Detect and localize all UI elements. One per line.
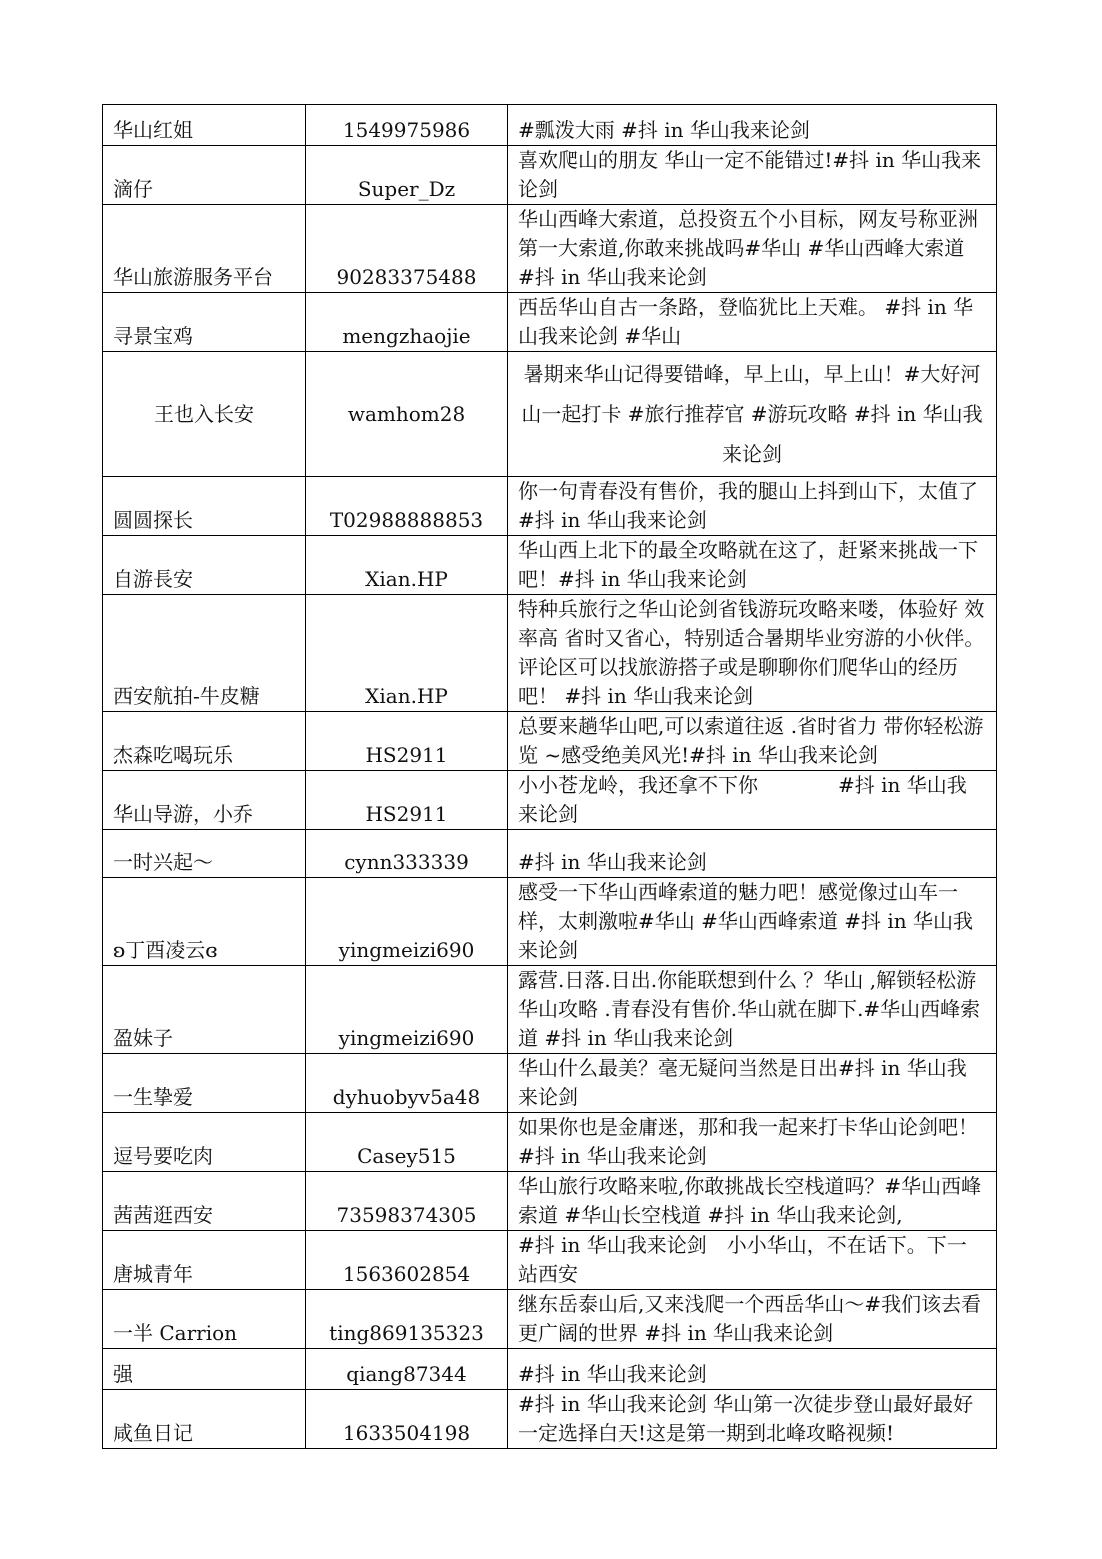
table-row xyxy=(103,477,997,536)
author-name-cell: 一生挚爱 xyxy=(103,1054,306,1113)
table-row xyxy=(103,1113,997,1172)
video-caption-cell: #抖 in 华山我来论剑 华山第一次徒步登山最好最好一定选择白天!这是第一期到北峰攻略视频! xyxy=(508,1390,997,1449)
table-row xyxy=(103,966,997,1054)
table-row xyxy=(103,595,997,712)
video-caption-cell: 华山什么最美？毫无疑问当然是日出#抖 in 华山我来论剑 xyxy=(508,1054,997,1113)
account-id-cell: 1563602854 xyxy=(306,1231,508,1290)
account-id-cell: HS2911 xyxy=(306,771,508,830)
author-name-cell: ʚ丁酉凌云ɞ xyxy=(103,878,306,966)
account-id-cell: Super_Dz xyxy=(306,146,508,205)
table-row xyxy=(103,1290,997,1349)
account-id-cell: T02988888853 xyxy=(306,477,508,536)
author-name-cell: 唐城青年 xyxy=(103,1231,306,1290)
video-caption-cell: 总要来趟华山吧,可以索道往返 .省时省力 带你轻松游览 ~感受绝美风光!#抖 in 华山我来论剑 xyxy=(508,712,997,771)
account-id-cell: cynn333339 xyxy=(306,830,508,878)
account-id-cell: mengzhaojie xyxy=(306,293,508,352)
table-row xyxy=(103,712,997,771)
video-caption-cell: #抖 in 华山我来论剑 xyxy=(508,830,997,878)
video-list-table xyxy=(102,104,997,1449)
table-row xyxy=(103,1231,997,1290)
author-name-cell: 一半 Carrion xyxy=(103,1290,306,1349)
video-caption-cell: 华山西上北下的最全攻略就在这了，赶紧来挑战一下吧！#抖 in 华山我来论剑 xyxy=(508,536,997,595)
video-caption-cell: #瓢泼大雨 #抖 in 华山我来论剑 xyxy=(508,105,997,146)
table-row xyxy=(103,293,997,352)
table-row xyxy=(103,1054,997,1113)
account-id-cell: HS2911 xyxy=(306,712,508,771)
video-caption-cell: #抖 in 华山我来论剑 xyxy=(508,1349,997,1390)
table-row xyxy=(103,105,997,146)
author-name-cell: 逗号要吃肉 xyxy=(103,1113,306,1172)
video-caption-cell: 喜欢爬山的朋友 华山一定不能错过!#抖 in 华山我来论剑 xyxy=(508,146,997,205)
video-caption-cell: 华山旅行攻略来啦,你敢挑战长空栈道吗？#华山西峰索道 #华山长空栈道 #抖 in 华山我来论剑, xyxy=(508,1172,997,1231)
video-caption-cell: 小小苍龙岭，我还拿不下你 #抖 in 华山我来论剑 xyxy=(508,771,997,830)
author-name-cell: 寻景宝鸡 xyxy=(103,293,306,352)
account-id-cell: wamhom28 xyxy=(306,352,508,477)
video-caption-cell: 继东岳泰山后,又来浅爬一个西岳华山～#我们该去看更广阔的世界 #抖 in 华山我来论剑 xyxy=(508,1290,997,1349)
author-name-cell: 华山导游，小乔 xyxy=(103,771,306,830)
author-name-cell: 华山旅游服务平台 xyxy=(103,205,306,293)
account-id-cell: Casey515 xyxy=(306,1113,508,1172)
video-caption-cell: 感受一下华山西峰索道的魅力吧！感觉像过山车一样，太刺激啦#华山 #华山西峰索道 #抖 in 华山我来论剑 xyxy=(508,878,997,966)
author-name-cell: 王也入长安 xyxy=(103,352,306,477)
account-id-cell: yingmeizi690 xyxy=(306,966,508,1054)
table-row xyxy=(103,205,997,293)
author-name-cell: 一时兴起～ xyxy=(103,830,306,878)
author-name-cell: 强 xyxy=(103,1349,306,1390)
video-caption-cell: 你一句青春没有售价，我的腿山上抖到山下，太值了#抖 in 华山我来论剑 xyxy=(508,477,997,536)
table-row xyxy=(103,146,997,205)
video-caption-cell: 华山西峰大索道，总投资五个小目标，网友号称亚洲第一大索道,你敢来挑战吗#华山 #华山西峰大索道 #抖 in 华山我来论剑 xyxy=(508,205,997,293)
video-caption-cell: 如果你也是金庸迷，那和我一起来打卡华山论剑吧！#抖 in 华山我来论剑 xyxy=(508,1113,997,1172)
author-name-cell: 咸鱼日记 xyxy=(103,1390,306,1449)
author-name-cell: 茜茜逛西安 xyxy=(103,1172,306,1231)
account-id-cell: 1633504198 xyxy=(306,1390,508,1449)
video-caption-cell: 露营.日落.日出.你能联想到什么 ？华山 ,解锁轻松游华山攻略 .青春没有售价.华山就在脚下.#华山西峰索道 #抖 in 华山我来论剑 xyxy=(508,966,997,1054)
author-name-cell: 滴仔 xyxy=(103,146,306,205)
author-name-cell: 杰森吃喝玩乐 xyxy=(103,712,306,771)
account-id-cell: dyhuobyv5a48 xyxy=(306,1054,508,1113)
table-row xyxy=(103,878,997,966)
table-row xyxy=(103,536,997,595)
table-row xyxy=(103,1390,997,1449)
account-id-cell: Xian.HP xyxy=(306,595,508,712)
account-id-cell: ting869135323 xyxy=(306,1290,508,1349)
table-row xyxy=(103,352,997,477)
account-id-cell: 73598374305 xyxy=(306,1172,508,1231)
account-id-cell: Xian.HP xyxy=(306,536,508,595)
table-row xyxy=(103,771,997,830)
table-row xyxy=(103,1349,997,1390)
account-id-cell: 90283375488 xyxy=(306,205,508,293)
author-name-cell: 盈妹子 xyxy=(103,966,306,1054)
account-id-cell: 1549975986 xyxy=(306,105,508,146)
video-caption-cell: 特种兵旅行之华山论剑省钱游玩攻略来喽，体验好 效率高 省时又省心，特别适合暑期毕业穷游的小伙伴。评论区可以找旅游搭子或是聊聊你们爬华山的经历吧！ #抖 in 华山我来论剑 xyxy=(508,595,997,712)
author-name-cell: 西安航拍-牛皮糖 xyxy=(103,595,306,712)
author-name-cell: 华山红姐 xyxy=(103,105,306,146)
video-caption-cell: 暑期来华山记得要错峰，早上山，早上山！#大好河山一起打卡 #旅行推荐官 #游玩攻略 #抖 in 华山我来论剑 xyxy=(508,352,997,477)
table-row xyxy=(103,830,997,878)
account-id-cell: yingmeizi690 xyxy=(306,878,508,966)
author-name-cell: 自游長安 xyxy=(103,536,306,595)
author-name-cell: 圆圆探长 xyxy=(103,477,306,536)
video-caption-cell: #抖 in 华山我来论剑 小小华山，不在话下。下一站西安 xyxy=(508,1231,997,1290)
account-id-cell: qiang87344 xyxy=(306,1349,508,1390)
video-caption-cell: 西岳华山自古一条路，登临犹比上天难。 #抖 in 华山我来论剑 #华山 xyxy=(508,293,997,352)
table-row xyxy=(103,1172,997,1231)
